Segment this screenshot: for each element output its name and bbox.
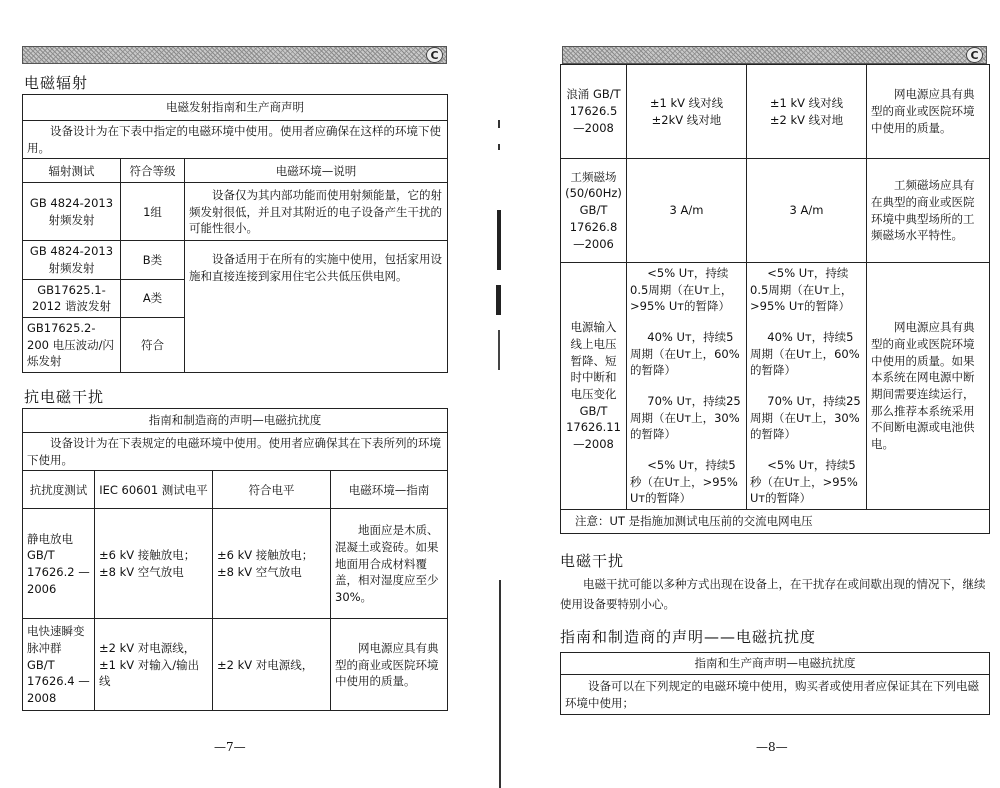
table-cell: GB 4824-2013 射频发射 xyxy=(23,241,121,279)
table-cell: ±6 kV 接触放电；±8 kV 空气放电 xyxy=(95,509,213,619)
immunity-table-continued xyxy=(560,64,990,534)
dip-item: 70% Uт，持续25周期（在Uт上，30%的暂降） xyxy=(630,394,741,442)
table-title: 电磁发射指南和生产商声明 xyxy=(23,95,448,121)
left-page xyxy=(0,0,470,788)
section-title-interference: 电磁干扰 xyxy=(560,552,625,570)
interference-paragraph: 电磁干扰可能以多种方式出现在设备上，在干扰存在或间歇出现的情况下，继续使用设备要特别小心。 xyxy=(560,577,986,611)
emission-table xyxy=(22,94,448,373)
table-cell xyxy=(747,263,867,510)
table-cell: 地面应是木质、混凝土或瓷砖。如果地面用合成材料覆盖，相对湿度应至少30%。 xyxy=(331,509,448,619)
page-number: —7— xyxy=(214,740,246,754)
dip-item: <5% Uт，持续5秒（在Uт上，>95% Uт的暂降） xyxy=(750,458,858,506)
table-cell: 网电源应具有典型的商业或医院环境中使用的质量。 xyxy=(867,65,990,159)
table-cell: A类 xyxy=(121,279,185,317)
table-cell: 网电源应具有典型的商业或医院环境中使用的质量。 xyxy=(331,619,448,711)
dip-item: 70% Uт，持续25周期（在Uт上，30%的暂降） xyxy=(750,394,861,442)
column-header: IEC 60601 测试电平 xyxy=(95,471,213,509)
brand-logo-icon: C xyxy=(426,47,443,63)
table-cell: 3 A/m xyxy=(627,159,747,263)
immunity-table xyxy=(22,408,448,711)
dip-item: <5% Uт，持续0.5周期（在Uт上，>95% Uт的暂降） xyxy=(750,266,853,314)
dip-item: 40% Uт，持续5周期（在Uт上，60%的暂降） xyxy=(750,330,860,378)
section-title-declaration: 指南和制造商的声明——电磁抗扰度 xyxy=(560,628,817,646)
page-number: —8— xyxy=(756,740,788,754)
table-cell: 电源输入线上电压暂降、短时中断和电压变化 GB/T 17626.11 —2008 xyxy=(561,263,627,510)
section-title-immunity: 抗电磁干扰 xyxy=(24,388,105,406)
table-cell: GB 4824-2013 射频发射 xyxy=(23,183,121,241)
dip-item: <5% Uт，持续5秒（在Uт上，>95% Uт的暂降） xyxy=(630,458,738,506)
table-intro: 设备设计为在下表规定的电磁环境中使用。使用者应确保其在下表所列的环境下使用。 xyxy=(23,433,448,471)
table-cell: ±2 kV 对电源线， xyxy=(213,619,331,711)
table-cell: 设备仅为其内部功能而使用射频能量，它的射频发射很低，并且对其附近的电子设备产生干扰的可能性很小。 xyxy=(185,183,448,241)
dip-item: 40% Uт，持续5周期（在Uт上，60%的暂降） xyxy=(630,330,740,378)
table-cell: ±2 kV 对电源线，±1 kV 对输入/输出线 xyxy=(95,619,213,711)
column-header: 符合电平 xyxy=(213,471,331,509)
section-title-emission: 电磁辐射 xyxy=(24,74,89,92)
table-cell xyxy=(627,263,747,510)
table-cell: 符合 xyxy=(121,318,185,373)
table-cell: ±1 kV 线对线 ±2kV 线对地 xyxy=(627,65,747,159)
binding-marks xyxy=(496,110,504,788)
column-header: 辐射测试 xyxy=(23,159,121,183)
table-intro: 设备设计为在下表中指定的电磁环境中使用。使用者应确保在这样的环境下使用。 xyxy=(23,121,448,159)
table-cell: 电快速瞬变脉冲群 GB/T 17626.4 —2008 xyxy=(23,619,95,711)
column-header: 抗扰度测试 xyxy=(23,471,95,509)
column-header: 电磁环境—说明 xyxy=(185,159,448,183)
table-note: 注意：UT 是指施加测试电压前的交流电网电压 xyxy=(561,510,990,534)
table-cell: 浪涌 GB/T 17626.5 —2008 xyxy=(561,65,627,159)
table-cell: ±1 kV 线对线 ±2 kV 线对地 xyxy=(747,65,867,159)
table-cell: GB17625.2-200 电压波动/闪烁发射 xyxy=(23,318,121,373)
declaration-table xyxy=(560,652,990,715)
brand-logo-icon: C xyxy=(966,47,983,63)
table-cell: 1组 xyxy=(121,183,185,241)
table-cell: 工频磁场 (50/60Hz) GB/T 17626.8 —2006 xyxy=(561,159,627,263)
column-header: 电磁环境—指南 xyxy=(331,471,448,509)
page-header-bar xyxy=(22,46,447,64)
table-cell: ±6 kV 接触放电；±8 kV 空气放电 xyxy=(213,509,331,619)
table-cell: 设备适用于在所有的实施中使用，包括家用设施和直接连接到家用住宅公共低压供电网。 xyxy=(185,241,448,373)
right-page xyxy=(530,0,1000,788)
table-cell: GB17625.1-2012 谐波发射 xyxy=(23,279,121,317)
table-cell: 静电放电 GB/T 17626.2 —2006 xyxy=(23,509,95,619)
dip-item: <5% Uт，持续0.5周期（在Uт上，>95% Uт的暂降） xyxy=(630,266,733,314)
table-cell: 工频磁场应具有在典型的商业或医院环境中典型场所的工频磁场水平特性。 xyxy=(867,159,990,263)
table-cell: 3 A/m xyxy=(747,159,867,263)
table-cell: 网电源应具有典型的商业或医院环境中使用的质量。如果本系统在网电源中断期间需要连续运行，那么推荐本系统采用不间断电源或电池供电。 xyxy=(867,263,990,510)
table-title: 指南和制造商的声明—电磁抗扰度 xyxy=(23,409,448,433)
table-title: 指南和生产商声明—电磁抗扰度 xyxy=(561,653,990,675)
page-header-bar xyxy=(562,46,987,64)
table-intro: 设备可以在下列规定的电磁环境中使用，购买者或使用者应保证其在下列电磁环境中使用； xyxy=(561,675,990,715)
table-cell: B类 xyxy=(121,241,185,279)
column-header: 符合等级 xyxy=(121,159,185,183)
